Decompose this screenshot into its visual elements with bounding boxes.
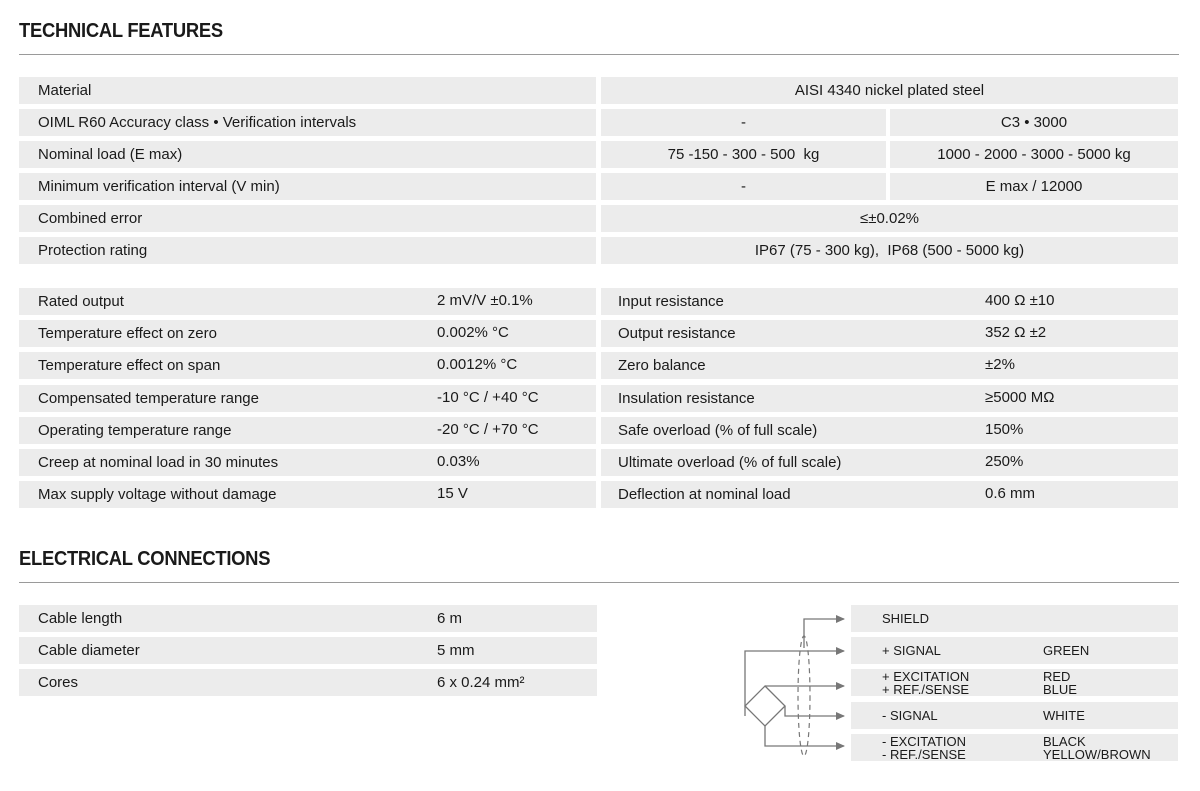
min-verification-label: Minimum verification interval (V min) [19,173,596,200]
table-row [601,481,1178,508]
table-row [601,385,1178,412]
spec-label: Rated output [38,293,124,310]
spec-value: -20 °C / +70 °C [437,421,539,438]
nominal-load-value-b: 1000 - 2000 - 3000 - 5000 kg [890,141,1178,168]
table-row [19,320,596,347]
combined-error-value: ≤±0.02% [601,205,1178,232]
wire-color-secondary: BLUE [1043,682,1077,697]
table-row [601,288,1178,315]
spec-value: ±2% [985,356,1015,373]
combined-error-label: Combined error [19,205,596,232]
spec-value: 2 mV/V ±0.1% [437,292,533,309]
table-row [601,320,1178,347]
spec-value: 6 m [437,610,463,627]
spec-value: 250% [985,453,1024,470]
table-row [601,449,1178,476]
wire-signal-secondary: + REF./SENSE [882,682,970,697]
protection-rating-label: Protection rating [19,237,596,264]
electrical-divider [19,582,1179,583]
oiml-value-b: C3 • 3000 [890,109,1178,136]
spec-value: 5 mm [437,642,475,659]
spec-label: Temperature effect on zero [38,325,217,342]
wiring-row-shield [851,605,1178,632]
spec-value: ≥5000 MΩ [985,389,1055,406]
wire-color: BLACK [1043,734,1086,749]
wiring-row-minus-signal [851,702,1178,729]
table-row [601,352,1178,379]
wiring-row-plus-excitation [851,669,1178,696]
spec-value: 0.0012% °C [437,356,518,373]
material-value: AISI 4340 nickel plated steel [601,77,1178,104]
spec-label: Insulation resistance [618,390,755,407]
wire-signal: + EXCITATION [882,669,970,684]
wire-color: RED [1043,669,1071,684]
spec-value: 0.03% [437,453,480,470]
wiring-row-plus-signal [851,637,1178,664]
table-row [19,449,596,476]
min-verification-value-a: - [601,173,886,200]
min-verification-value-b: E max / 12000 [890,173,1178,200]
wire-signal: - EXCITATION [882,734,967,749]
spec-label: Cable length [38,610,123,627]
electrical-connections-title: ELECTRICAL CONNECTIONS [19,548,271,570]
table-row [601,417,1178,444]
wire-color-secondary: YELLOW/BROWN [1043,747,1151,762]
nominal-load-value-a: 75 -150 - 300 - 500 kg [601,141,886,168]
spec-value: 400 Ω ±10 [985,292,1055,309]
spec-value: 15 V [437,485,468,502]
spec-label: Creep at nominal load in 30 minutes [38,454,279,471]
wire-signal: + SIGNAL [882,643,941,658]
spec-label: Temperature effect on span [38,357,221,374]
oiml-value-a: - [601,109,886,136]
spec-label: Safe overload (% of full scale) [618,422,818,439]
spec-label: Cores [38,674,79,691]
spec-label: Output resistance [618,325,736,342]
title-divider [19,54,1179,55]
oiml-label: OIML R60 Accuracy class • Verification intervals [19,109,596,136]
spec-label: Compensated temperature range [38,390,259,407]
spec-label: Max supply voltage without damage [38,486,277,503]
spec-value: 0.002% °C [437,324,509,341]
spec-value: 352 Ω ±2 [985,324,1047,341]
material-label: Material [19,77,596,104]
wire-signal: SHIELD [882,611,929,626]
wiring-row-minus-excitation [851,734,1178,761]
wire-color: WHITE [1043,708,1085,723]
spec-value: 150% [985,421,1024,438]
spec-label: Operating temperature range [38,422,232,439]
wiring-diagram-icon [730,600,850,765]
spec-value: 0.6 mm [985,485,1036,502]
table-row [19,637,597,664]
spec-label: Cable diameter [38,642,140,659]
wire-signal-secondary: - REF./SENSE [882,747,966,762]
table-row [19,481,596,508]
spec-value: -10 °C / +40 °C [437,389,539,406]
spec-value: 6 x 0.24 mm² [437,674,525,691]
spec-label: Zero balance [618,357,706,374]
nominal-load-label: Nominal load (E max) [19,141,596,168]
spec-label: Ultimate overload (% of full scale) [618,454,842,471]
wire-color: GREEN [1043,643,1090,658]
wire-signal: - SIGNAL [882,708,938,723]
technical-features-title: TECHNICAL FEATURES [19,20,223,42]
spec-label: Input resistance [618,293,724,310]
table-row [19,605,597,632]
protection-rating-value: IP67 (75 - 300 kg), IP68 (500 - 5000 kg) [601,237,1178,264]
spec-label: Deflection at nominal load [618,486,791,503]
